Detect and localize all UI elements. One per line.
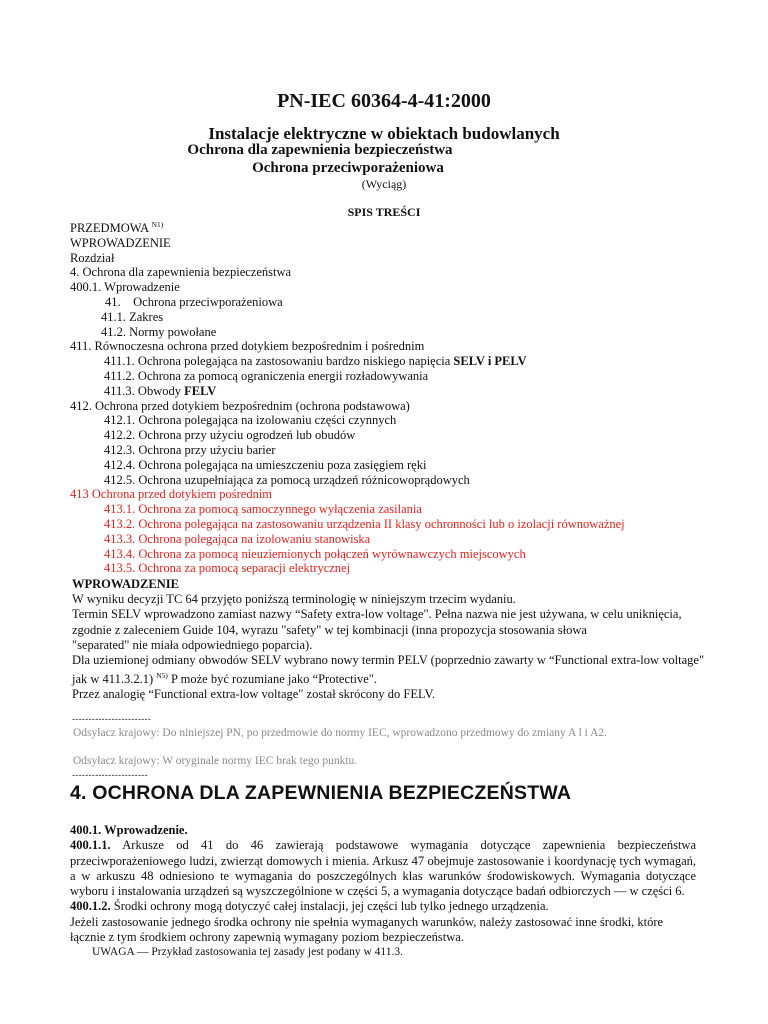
toc-heading: SPIS TREŚCI: [347, 205, 421, 219]
toc-item-przedmowa[interactable]: [70, 218, 625, 236]
toc-item[interactable]: 412.1. Ochrona polegająca na izolowaniu części czynnych: [104, 413, 397, 428]
intro-text: Dla uziemionej odmiany obwodów SELV wybrano nowy termin PELV (poprzednio zawarty w “Functional extra-low voltage" jak w 411.3.2.1): [72, 653, 705, 687]
intro-heading: WPROWADZENIE: [72, 577, 179, 591]
toc-label-bold: SELV i PELV: [453, 354, 527, 369]
toc-item-link[interactable]: 413.2. Ochrona polegająca na zastosowaniu urządzenia II klasy ochronności lub o izolacji równoważnej: [104, 516, 625, 531]
intro-line: [72, 653, 712, 687]
section-body: [70, 823, 696, 961]
toc-item[interactable]: [70, 354, 625, 369]
toc-item[interactable]: 4. Ochrona dla zapewnienia bezpieczeństwa: [70, 265, 292, 280]
toc-item: Rozdział: [70, 250, 115, 265]
footnote-n1: Odsyłacz krajowy: Do niniejszej PN, po przedmowie do normy IEC, wprowadzono przedmowy do zmiany A l i A2.: [73, 727, 608, 739]
toc-item[interactable]: WPROWADZENIE: [70, 235, 171, 250]
document-subtitle-1: Ochrona dla zapewnienia bezpieczeństwa: [187, 142, 453, 158]
intro-line: Przez analogię “Functional extra-low voltage" został skrócony do FELV.: [72, 687, 436, 702]
toc-item[interactable]: 41. Ochrona przeciwporażeniowa: [105, 294, 283, 309]
paragraph-number: 400.1.2.: [70, 899, 111, 914]
toc-item-link[interactable]: 413 Ochrona przed dotykiem pośrednim: [70, 487, 273, 502]
intro-line: Termin SELV wprowadzono zamiast nazwy “Safety extra-low voltage". Pełna nazwa nie jest używana, w celu uniknięcia, zgodnie z zaleceniem Guide 104, wyrazu "safety" w tej kombinacji (inna propozycja stosowania słowa: [72, 607, 682, 637]
toc-label: PRZEDMOWA: [70, 221, 149, 235]
toc-item[interactable]: 412. Ochrona przed dotykiem bezpośrednim (ochrona podstawowa): [70, 398, 410, 413]
toc-label: 411.1. Ochrona polegająca na zastosowaniu bardzo niskiego napięcia: [104, 354, 454, 369]
table-of-contents: [70, 218, 625, 576]
toc-item-link[interactable]: 413.4. Ochrona za pomocą nieuziemionych połączeń wyrównawczych miejscowych: [104, 546, 526, 561]
note-uwaga: UWAGA — Przykład zastosowania tej zasady jest podany w 411.3.: [92, 946, 403, 959]
document-title: Instalacje elektryczne w obiektach budowlanych: [208, 124, 560, 143]
footnote-ref: N1): [151, 220, 164, 229]
toc-label: 411.3. Obwody: [104, 383, 185, 398]
section-title: 4. OCHRONA DLA ZAPEWNIENIA BEZPIECZEŃSTWA: [70, 782, 572, 804]
toc-item[interactable]: 411.2. Ochrona za pomocą ograniczenia energii rozładowywania: [104, 368, 429, 383]
footnote-n5: Odsyłacz krajowy: W oryginale normy IEC brak tego punktu.: [73, 755, 358, 767]
toc-item[interactable]: [70, 384, 625, 399]
paragraph-text: Środki ochrony mogą dotyczyć całej instalacji, jej części lub tylko jednego urządzenia.: [110, 899, 549, 914]
toc-item[interactable]: 41.1. Zakres: [101, 309, 164, 324]
toc-item[interactable]: 41.2. Normy powołane: [101, 324, 217, 339]
document-subtitle-2: Ochrona przeciwporażeniowa: [252, 160, 444, 176]
toc-item[interactable]: 412.3. Ochrona przy użyciu barier: [104, 442, 276, 457]
toc-item-link[interactable]: 413.3. Ochrona polegająca na izolowaniu stanowiska: [104, 531, 371, 546]
toc-item[interactable]: 411. Równoczesna ochrona przed dotykiem bezpośrednim i pośrednim: [70, 339, 425, 354]
standard-number: PN-IEC 60364-4-41:2000: [277, 90, 491, 112]
toc-item-link[interactable]: 413.1. Ochrona za pomocą samoczynnego wyłączenia zasilania: [104, 502, 422, 517]
toc-item[interactable]: 412.5. Ochrona uzupełniająca za pomocą urządzeń różnicowoprądowych: [104, 472, 470, 487]
toc-item[interactable]: 412.2. Ochrona przy użyciu ogrodzeń lub obudów: [104, 428, 356, 443]
intro-text: P może być rozumiane jako “Protective".: [167, 672, 378, 687]
paragraph-number: 400.1.1.: [70, 838, 111, 853]
intro-line: "separated" nie miała odpowiedniego poparcia).: [72, 637, 313, 652]
paragraph-text: Arkusze od 41 do 46 zawierają podstawowe wymagania dotyczące zapewnienia bezpieczeństwa przeciwporażeniowego ludzi, zwierząt domowych i mienia. Arkusz 47 obejmuje zastosowanie i koordynację tych wymagań, a w arkuszu 48 odniesiono te wymagania do poszczególnych klas warunków środowiskowych. Wymagania dotyczące wyboru i instalowania urządzeń są wyszczególnione w części 5, a wymagania dotyczące badań odbiorczych — w części 6.: [70, 838, 696, 899]
document-note: (Wyciąg): [361, 177, 407, 191]
toc-item-link[interactable]: 413.5. Ochrona za pomocą separacji elektrycznej: [104, 561, 351, 576]
intro-line: W wyniku decyzji TC 64 przyjęto poniższą terminologię w niniejszym trzecim wydaniu.: [72, 592, 516, 607]
toc-item[interactable]: 412.4. Ochrona polegająca na umieszczeniu poza zasięgiem ręki: [104, 457, 427, 472]
footnote-ref: N5): [156, 671, 168, 681]
paragraph: [70, 838, 696, 899]
footnote-divider: -----------------------: [72, 770, 148, 780]
toc-item[interactable]: 400.1. Wprowadzenie: [70, 280, 180, 295]
paragraph: Jeżeli zastosowanie jednego środka ochrony nie spełnia wymaganych warunków, należy zastosować inne środki, które łącznie z tym środkiem ochrony zapewnią wymagany poziom bezpieczeństwa.: [70, 914, 664, 945]
introduction: [72, 577, 712, 703]
subsection-heading: 400.1. Wprowadzenie.: [70, 823, 188, 837]
toc-label-bold: FELV: [184, 383, 217, 398]
footnote-divider: ------------------------: [72, 714, 152, 724]
paragraph: [70, 899, 696, 914]
